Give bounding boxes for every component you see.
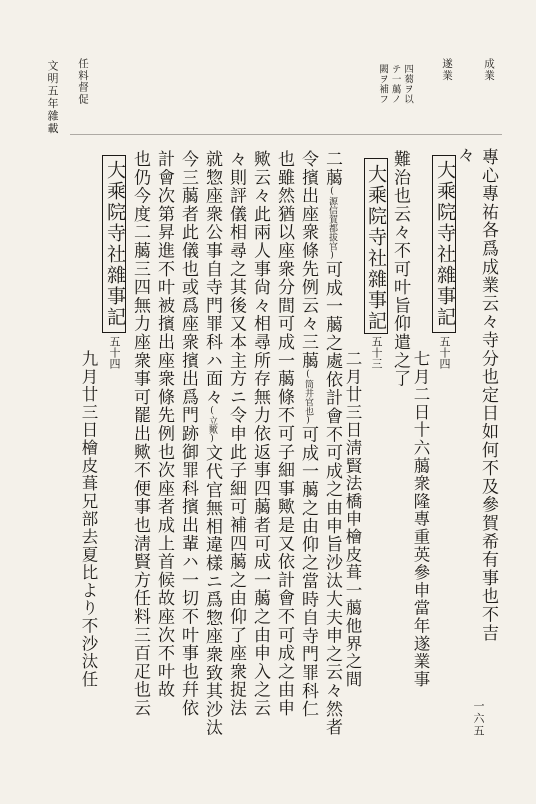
entry-date-mark: 五十四 (438, 336, 451, 369)
body-column-13: 計會次第昇進不叶被擯出座衆條先例也次座者成上首候故座次不叶故 (154, 150, 174, 700)
entry-title-2: 大乘院寺社雜事記 (365, 164, 387, 332)
header-rule (70, 134, 502, 135)
margin-note-suigyo: 遂業 (441, 58, 453, 82)
margin-note-seigyo: 成業 (483, 58, 495, 82)
title-bracket-2 (364, 158, 388, 334)
entry-date-mark-2: 五十三 (370, 336, 383, 369)
body-column-10: 々則評儀相尋之其後又本主方ニ令申此子細可補四﨟之由仰了座衆捉法 (226, 150, 246, 718)
body-column-1: 專心專祐各爲成業云々寺分也定日如何不及參賀希有事也不吉 (478, 148, 498, 643)
body-column-14: 也仍今度二﨟三四無力座衆事可罷出歟不便事也淸賢方任料三百疋也云 (130, 150, 150, 718)
body-column-12: 今三﨟者此儀也或爲座衆擯出爲門跡御罪科擯出輩ハ一切不叶事也幷依 (178, 150, 198, 718)
entry-date-mark-3: 五十四 (108, 336, 121, 369)
title-bracket-3 (102, 155, 126, 333)
title-bracket (432, 155, 456, 333)
body-column-6: 二﨟(源信賀都拔官)可成一﨟之處依計會不可成之由申旨沙汰大夫申之云々然者 (322, 150, 342, 737)
body-column-3: 七月二日十六﨟衆隆專重英參申當年遂業事 (411, 350, 430, 689)
body-column-8: 也雖然猶以座衆分間可成一﨟條不可子細事歟是又依計會不可成之由申 (274, 150, 294, 718)
body-column-2: 々 (454, 146, 474, 165)
margin-note-ninryo: 任料督促 (77, 58, 89, 105)
page-number: 一六五 (472, 700, 485, 738)
body-column-15: 九月廿三日檜皮葺兄部去夏比より不沙汰任 (79, 350, 98, 689)
body-column-9: 歟云々此兩人事尙々相尋所存無力依返事四﨟者可成一﨟之由申入之云 (250, 150, 270, 718)
body-column-11: 就惣座衆公事自寺門罪科ハ面々(立歟)文代官無相違樣ニ爲惣座衆致其沙汰 (202, 150, 222, 738)
entry-title-3: 大乘院寺社雜事記 (104, 160, 126, 328)
running-head: 文明五年雜載 (46, 60, 59, 135)
body-column-4: 難治也云々不可叶旨仰遣之了 (390, 150, 410, 388)
entry-title: 大乘院寺社雜事記 (434, 160, 456, 328)
body-column-5: 二月廿三日淸賢法橋申檜皮葺一﨟他界之間 (343, 350, 362, 689)
margin-note-shiro: 四蒭ヲ以 テ一﨟ノ 闕ヲ補フ (377, 64, 413, 105)
inline-note: (源信賀都拔官) (327, 186, 337, 261)
body-column-7: 令擯出座衆條先例云々三﨟(筒井官也)可成一﨟之由仰之當時自寺門罪科仁 (298, 150, 318, 719)
